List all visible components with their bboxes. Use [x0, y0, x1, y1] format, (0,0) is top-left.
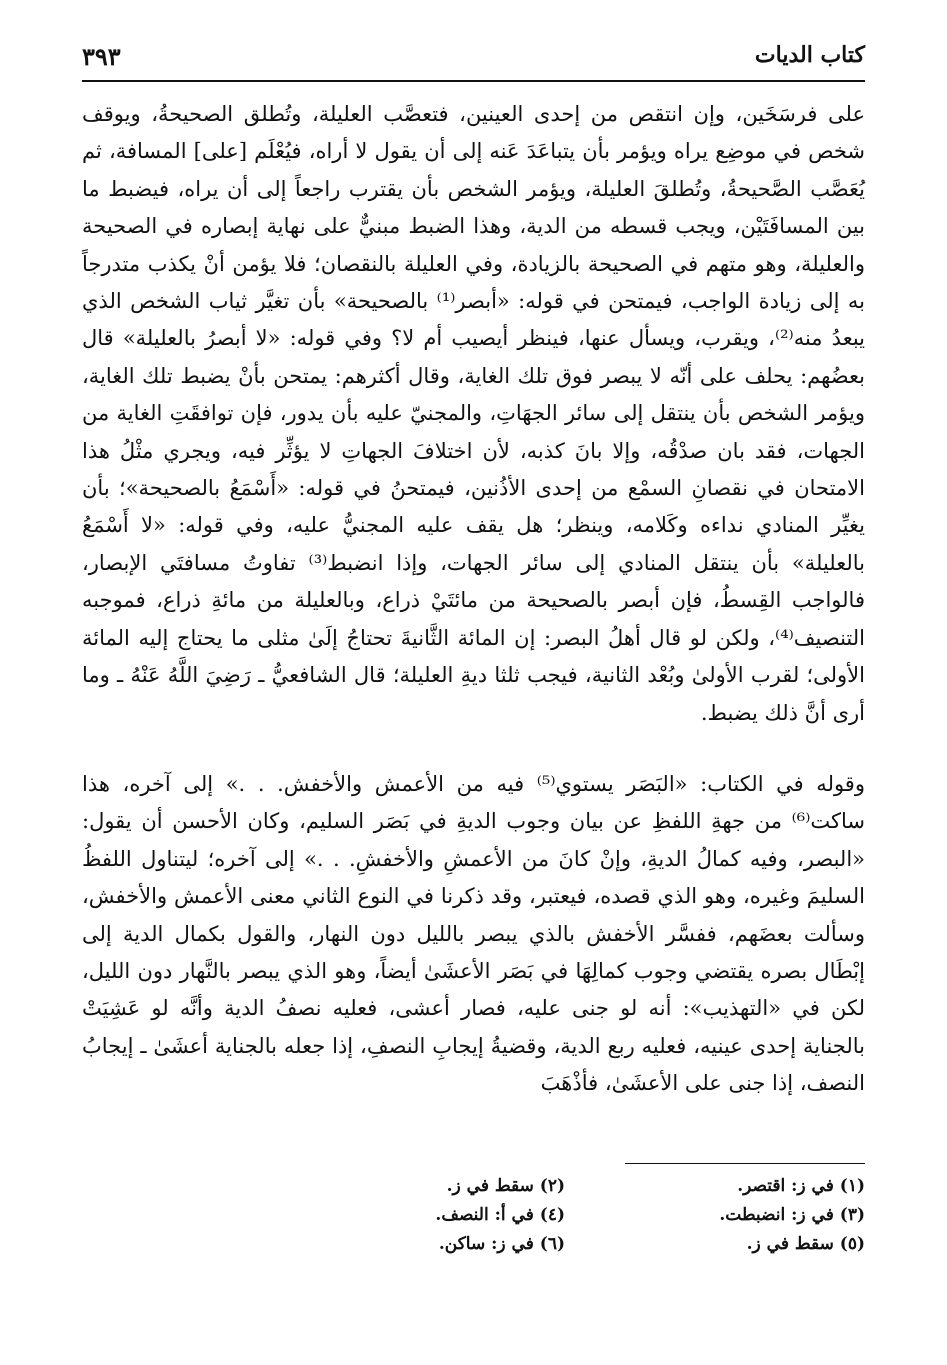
footnote-5: (٥) سقط في ز.	[746, 1234, 865, 1254]
paragraph-1: على فرسَخَين، وإن انتقص من إحدى العينين، فتعصَّب العليلة، وتُطلق الصحيحةُ، ويوقف شخص في موضِع يراه ويؤمر بأن يتباعَدَ عَنه إلى أن يقول لا أراه، فيُعْلَم [على] المسافة، ثم يُعَصَّب الصَّحيحةُ، وتُطلقَ العليلة، ويؤمر الشخص بأن يقترب راجعاً إلى أن يراه، فيضبط ما بين المسافَتَيْن، ويجب قسطه من الدية، وهذا الضبط مبنيٌّ على نهاية إبصاره في الصحيحة والعليلة، وهو متهم في الصحيحة بالزيادة، وفي العليلة بالنقصان؛ فلا يؤمن أنْ يكذب متدرجاً به إلى زيادة الواجب، فيمتحن في قوله: «أبصر⁽¹⁾ بالصحيحة» بأن تغيَّر ثياب الشخص الذي يبعدُ منه⁽²⁾، ويقرب، ويسأل عنها، فينظر أيصيب أم لا؟ وفي قوله: «لا أبصرُ بالعليلة» قال بعضُهم: يحلف على أنّه لا يبصر فوق تلك الغاية، وقال أكثرهم: يمتحن بأنْ يضبط تلك الغاية، ويؤمر الشخص بأن ينتقل إلى سائر الجهَاتِ، والمجنيّ عليه بأن يدور، فإن توافقَتِ الغاية من الجهات، فقد بان صدْقُه، وإلا بانَ كذبه، لأن اختلافَ الجهاتِ لا يؤثِّر فيه، ويجري مثْلُ هذا الامتحان في نقصانِ السمْع من إحدى الأذُنين، فيمتحنُ في قوله: «أَسْمَعُ بالصحيحة»؛ بأن يغيِّر المنادي نداءه وكَلامه، وينظر؛ هل يقف عليه المجنيُّ عليه، وفي قوله: «لا أَسْمَعُ بالعليلة» بأن ينتقل المنادي إلى سائر الجهات، وإذا انضبط⁽³⁾ تفاوتُ مسافتَي الإبصار، فالواجب القِسطُ، فإن أبصر بالصحيحة من مائتَيْ ذراع، وبالعليلة من مائةِ ذراع، فموجبه التنصيف⁽⁴⁾، ولكن لو قال أهلُ البصر: إن المائة الثَّانيةَ تحتاجُ إلَىٰ مثلى ما يحتاج إليه المائة الأولى؛ لقرب الأولىٰ وبُعْد الثانية، فيجب ثلثا ديةِ العليلة؛ قال الشافعيُّ ـ رَضِيَ اللَّهُ عَنْهُ ـ وما أرى أنَّ ذلك يضبط.	[82, 102, 866, 725]
page-number: ٣٩٣	[82, 42, 121, 71]
running-header	[82, 38, 865, 78]
footnotes	[265, 1172, 865, 1259]
footnote-4: (٤) في أ: النصف.	[435, 1205, 565, 1225]
paragraph-2: وقوله في الكتاب: «البَصَر يستوي⁽⁵⁾ فيه من الأعمش والأخفش. . .» إلى آخره، هذا ساكت⁽⁶⁾ من جهةِ اللفظِ عن بيان وجوب الديةِ في بَصَر السليم، وكان الأحسن أن يقول: «البصر، وفيه كمالُ الديةِ، وإنْ كانَ من الأعمشِ والأخفشِ. . .» إلى آخره؛ ليتناول اللفظُ السليمَ وغيره، وهو الذي قصده، فيعتبر، وقد ذكرنا في النوع الثاني معنى الأعمش والأخفش، وسألت بعضَهم، ففسَّر الأخفش بالذي يبصر بالليل دون النهار، والقول بكمال الدية إلى إبْطَال بصره يقتضي وجوب كمالِهَا في بَصَر الأعشَىٰ أيضاً، وهو الذي يبصر بالنَّهار دون الليل، لكن في «التهذيب»: أنه لو جنى عليه، فصار أعشى، فعليه نصفُ الدية وأنَّه لو عَشِيَتْ بالجناية إحدى عينيه، فعليه ربع الدية، وقضيةُ إيجابِ النصفِ، إذا جعله بالجناية أعشَىٰ ـ إيجابُ النصف، إذا جنى على الأعشَىٰ، فأذْهَبَ	[82, 771, 865, 1096]
main-text	[82, 96, 865, 1103]
chapter-title: كتاب الديات	[754, 42, 865, 68]
footnote-column-right	[565, 1172, 865, 1259]
footnote-1: (١) في ز: اقتصر.	[737, 1176, 865, 1196]
footnote-rule	[625, 1163, 865, 1164]
header-rule	[82, 80, 865, 82]
footnote-column-left	[265, 1172, 565, 1259]
footnote-2: (٢) سقط في ز.	[446, 1176, 565, 1196]
footnote-3: (٣) في ز: انضبطت.	[719, 1205, 865, 1225]
footnote-6: (٦) في ز: ساكن.	[438, 1234, 565, 1254]
